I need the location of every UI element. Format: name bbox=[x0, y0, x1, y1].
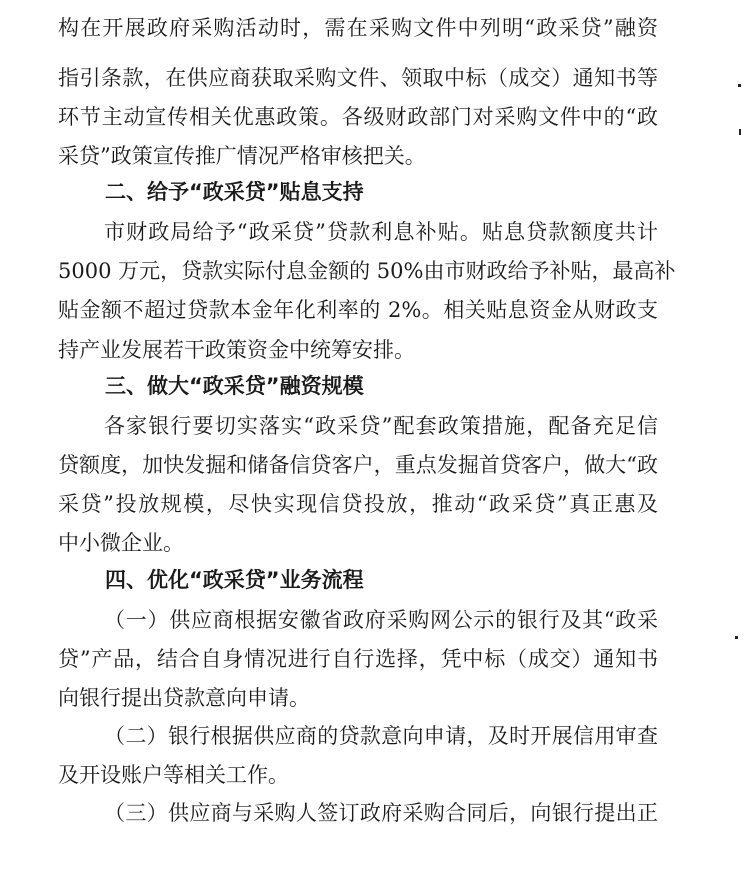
section-heading: 四、优化“政采贷”业务流程 bbox=[105, 568, 364, 592]
paragraph-line: （一）供应商根据安徽省政府采购网公示的银行及其“政采 bbox=[104, 608, 658, 632]
paragraph-line: 市财政局给予“政采贷”贷款利息补贴。贴息贷款额度共计 bbox=[104, 220, 658, 244]
section-heading: 二、给予“政采贷”贴息支持 bbox=[105, 180, 364, 204]
scan-speck bbox=[735, 636, 738, 639]
paragraph-line: 贴金额不超过贷款本金年化利率的 2%。相关贴息资金从财政支 bbox=[58, 298, 658, 322]
paragraph-line: 贷额度，加快发掘和储备信贷客户，重点发掘首贷客户，做大“政 bbox=[58, 453, 658, 477]
paragraph-line: 中小微企业。 bbox=[58, 531, 184, 555]
scan-speck bbox=[738, 84, 741, 87]
paragraph-line: 构在开展政府采购活动时，需在采购文件中列明“政采贷”融资 bbox=[58, 16, 658, 40]
paragraph-line: 贷”产品，结合自身情况进行自行选择，凭中标（成交）通知书 bbox=[58, 647, 658, 671]
paragraph-line: 持产业发展若干政策资金中统筹安排。 bbox=[58, 338, 415, 362]
paragraph-line: 5000 万元，贷款实际付息金额的 50%由市财政给予补贴，最高补 bbox=[58, 259, 676, 283]
paragraph-line: 及开设账户等相关工作。 bbox=[58, 763, 289, 787]
paragraph-line: 环节主动宣传相关优惠政策。各级财政部门对采购文件中的“政 bbox=[58, 105, 658, 129]
paragraph-line: 指引条款，在供应商获取采购文件、领取中标（成交）通知书等 bbox=[58, 66, 658, 90]
paragraph-line: 各家银行要切实落实“政采贷”配套政策措施，配备充足信 bbox=[104, 414, 658, 438]
scan-speck bbox=[739, 129, 741, 135]
paragraph-line: 采贷”政策宣传推广情况严格审核把关。 bbox=[58, 144, 426, 168]
paragraph-line: 向银行提出贷款意向申请。 bbox=[58, 686, 310, 710]
paragraph-line: （三）供应商与采购人签订政府采购合同后，向银行提出正 bbox=[104, 801, 658, 825]
paragraph-line: 采贷”投放规模，尽快实现信贷投放，推动“政采贷”真正惠及 bbox=[58, 492, 658, 516]
section-heading: 三、做大“政采贷”融资规模 bbox=[105, 374, 364, 398]
paragraph-line: （二）银行根据供应商的贷款意向申请，及时开展信用审查 bbox=[104, 724, 658, 748]
